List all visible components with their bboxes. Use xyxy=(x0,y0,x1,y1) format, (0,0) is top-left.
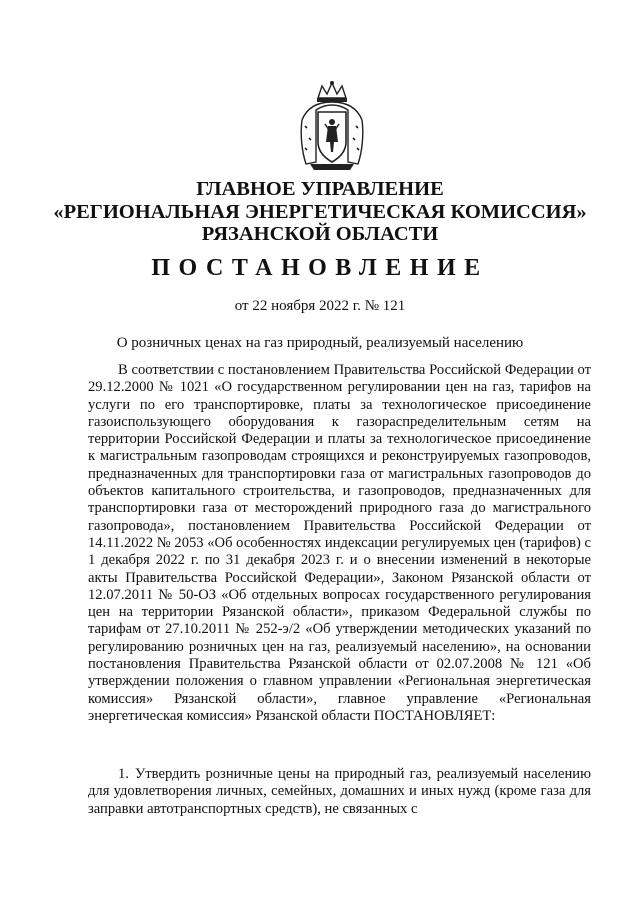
issuer-line-2: «РЕГИОНАЛЬНАЯ ЭНЕРГЕТИЧЕСКАЯ КОМИССИЯ» xyxy=(53,200,587,223)
coat-of-arms-icon xyxy=(296,80,368,172)
clause-1-text: Утвердить розничные цены на природный газ, реализуемый населению для удовлетворения личных, семейных, домашних и иных нужд (кроме газа для заправки автотранспортных средств), не связанных с xyxy=(88,766,591,817)
clause-1 xyxy=(88,766,591,818)
document-title: ПОСТАНОВЛЕНИЕ xyxy=(151,255,489,281)
document-date-number: от 22 ноября 2022 г. № 121 xyxy=(234,298,406,314)
document-subject: О розничных ценах на газ природный, реализуемый населению xyxy=(116,335,524,351)
issuer-header xyxy=(40,178,600,246)
issuer-line-3: РЯЗАНСКОЙ ОБЛАСТИ xyxy=(201,223,439,245)
clause-1-number: 1. xyxy=(118,766,129,782)
issuer-line-1: ГЛАВНОЕ УПРАВЛЕНИЕ xyxy=(196,178,444,200)
preamble-paragraph: В соответствии с постановлением Правительства Российской Федерации от 29.12.2000 № 1021 «О государственном регулировании цен на газ, тарифов на услуги по его транспортировке, платы за технологическое присоединение газоиспользующего оборудования к газораспределительным сетям на территории Российской Федерации и платы за технологическое присоединение к магистральным газопроводам строящихся и реконструируемых газопроводов, предназначенных для транспортировки газа от магистральных газопроводов до объектов капитального строительства, и газопроводов, предназначенных для транспортировки газа от месторождений природного газа до магистрального газопровода», постановлением Правительства Российской Федерации от 14.11.2022 № 2053 «Об особенностях индексации регулируемых цен (тарифов) с 1 декабря 2022 г. по 31 декабря 2023 г. и о внесении изменений в некоторые акты Правительства Российской Федерации», Законом Рязанской области от 12.07.2011 № 50-ОЗ «Об отдельных вопросах государственного регулирования цен на территории Рязанской области», приказом Федеральной службы по тарифам от 27.10.2011 № 252-э/2 «Об утверждении методических указаний по регулированию розничных цен на газ, реализуемый населению», на основании постановления Правительства Рязанской области от 02.07.2008 № 121 «Об утверждении положения о главном управлении «Региональная энергетическая комиссия» Рязанской области», главное управление «Региональная энергетическая комиссия» Рязанской области ПОСТАНОВЛЯЕТ: xyxy=(88,362,591,724)
